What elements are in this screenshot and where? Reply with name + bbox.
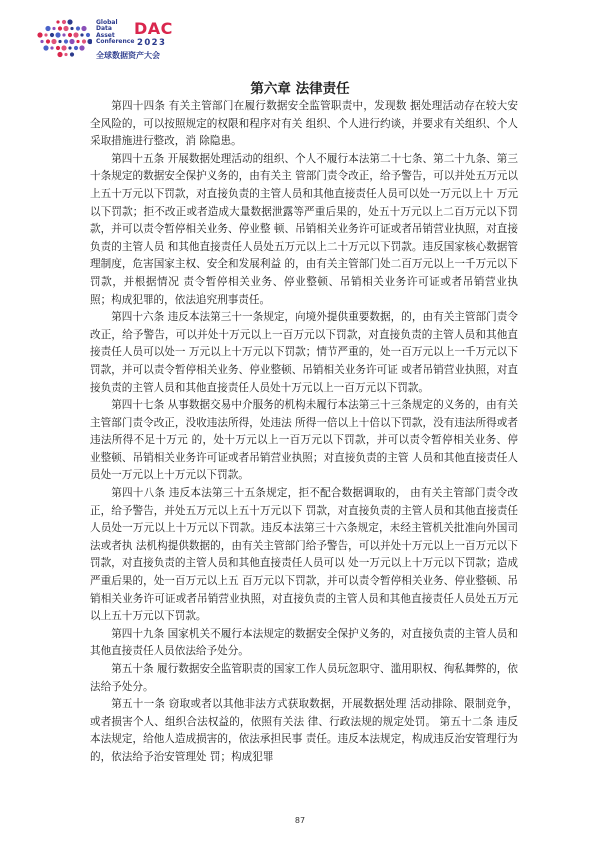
page-number: 87: [294, 816, 306, 825]
logo-chinese-name: 全球数据资产大会: [96, 51, 160, 60]
article-paragraph: 第四十七条 从事数据交易中介服务的机构未履行本法第三十三条规定的义务的，由有关主管部门责令改正，没收违法所得，处违法 所得一倍以上十倍以下罚款，没有违法所得或者违法所得不足十万元 的，处十万元以上一百万元以下罚款，并可以责令暂停相关业务、停 业整顿、吊销相关业务许可证或者吊销营业执照；对直接负责的主管 人员和其他直接责任人员处一万元以上十万元以下罚款。: [90, 399, 518, 482]
article-paragraph: 第五十一条 窃取或者以其他非法方式获取数据，开展数据处理 活动排除、限制竞争，或者损害个人、组织合法权益的，依照有关法 律、行政法规的规定处罚。 第五十二条 违反本法规定，给他人造成损害的，依法承担民事 责任。违反本法规定，构成违反治安管理行为的，依法给予治安管理处 罚；构成犯罪: [90, 698, 518, 763]
logo-dac: DAC: [134, 19, 173, 38]
logo-line: Conference: [96, 38, 135, 46]
article-paragraph: 第四十六条 违反本法第三十一条规定，向境外提供重要数据，的，由有关主管部门责令改正，给予警告，可以并处十万元以上一百万元以下罚款，对直接负责的主管人员和其他直接责任人员可以处一 万元以上十万元以下罚款；情节严重的，处一百万元以上一千万元以下罚款，并可以责令暂停相关业务、停业整顿、吊销相关业务许可证 或者吊销营业执照，对直接负责的主管人员和其他直接责任人员处十万元以上一百万元以下罚款。: [90, 311, 518, 394]
article-body: [90, 98, 518, 767]
article-paragraph: 第四十九条 国家机关不履行本法规定的数据安全保护义务的，对直接负责的主管人员和其他直接责任人员依法给予处分。: [90, 627, 518, 658]
article-paragraph: 第四十五条 开展数据处理活动的组织、个人不履行本法第二十七条、第二十九条、第三十条规定的数据安全保护义务的，由有关主 管部门责令改正，给予警告，可以并处五万元以上五十万元以下罚款，对直接负责的主管人员和其他直接责任人员可以处一万元以上十 万元以下罚款；拒不改正或者造成大量数据泄露等严重后果的，处五十万元以上二百万元以下罚款，并可以责令暂停相关业务、停业整 顿、吊销相关业务许可证或者吊销营业执照，对直接负责的主管人员 和其他直接责任人员处五万元以上二十万元以下罚款。违反国家核心数据管理制度，危害国家主权、安全和发展利益 的，由有关主管部门处二百万元以上一千万元以下罚款，并根据情况 责令暂停相关业务、停业整顿、吊销相关业务许可证或者吊销营业执 照；构成犯罪的，依法追究刑事责任。: [90, 152, 518, 306]
article-paragraph: 第四十八条 违反本法第三十五条规定，拒不配合数据调取的， 由有关主管部门责令改正，给予警告，并处五万元以上五十万元以下 罚款，对直接负责的主管人员和其他直接责任人员处一万元以上十万元以下罚款。违反本法第三十六条规定，未经主管机关批准向外国司法或者执 法机构提供数据的，由有关主管部门给予警告，可以并处十万元以上一百万元以下罚款，对直接负责的主管人员和其他直接责任人员可以 处一万元以上十万元以下罚款；造成严重后果的，处一百万元以上五 百万元以下罚款，并可以责令暂停相关业务、停业整顿、吊销相关业务许可证或者吊销营业执照，对直接负责的主管人员和其他直接责任人员处五万元以上五十万元以下罚款。: [90, 487, 518, 623]
logo-line: Global: [96, 19, 118, 26]
logo-year: 2023: [137, 38, 167, 48]
article-paragraph: 第四十四条 有关主管部门在履行数据安全监管职责中，发现数 据处理活动存在较大安全风险的，可以按照规定的权限和程序对有关 组织、个人进行约谈，并要求有关组织、个人采取措施进行整改，消 除隐患。: [90, 100, 518, 148]
conference-logo: [34, 14, 234, 66]
logo-line: Data: [96, 25, 112, 33]
logo-english-lines: [96, 20, 134, 46]
article-paragraph: 第五十条 履行数据安全监管职责的国家工作人员玩忽职守、滥用职权、徇私舞弊的，依法给予处分。: [90, 663, 518, 693]
dotted-globe-icon: [34, 16, 92, 60]
chapter-title: 第六章 法律责任: [250, 81, 350, 97]
logo-line: Asset: [96, 31, 115, 39]
